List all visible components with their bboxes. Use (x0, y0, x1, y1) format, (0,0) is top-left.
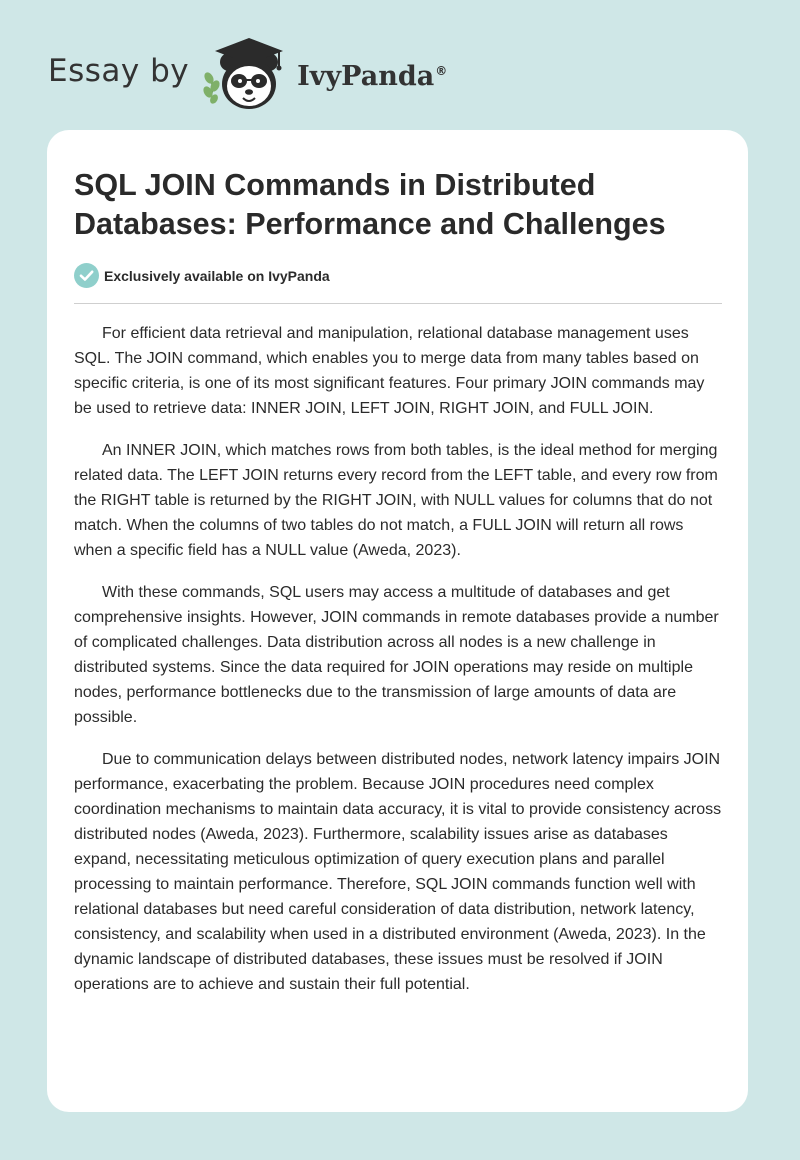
essay-by-label: Essay by (48, 53, 190, 89)
brand-name[interactable] (297, 61, 447, 92)
title-divider (74, 303, 722, 304)
panda-logo-icon[interactable] (203, 34, 295, 114)
exclusive-badge (74, 263, 330, 288)
exclusive-label: Exclusively available on IvyPanda (104, 267, 330, 284)
essay-title: SQL JOIN Commands in Distributed Databases: Performance and Challenges (74, 168, 666, 241)
registered-mark: ® (435, 63, 448, 78)
paragraph-3: With these commands, SQL users may access a multitude of databases and get comprehensive insights. However, JOIN commands in remote databases provide a number of complicated challenges. Data distribution across all nodes is a new challenge in distributed systems. Since the data required for JOIN operations may reside on multiple nodes, performance bottlenecks due to the transmission of large amounts of data are possible. (74, 584, 719, 726)
check-circle-icon (74, 263, 99, 288)
paragraph-4: Due to communication delays between distributed nodes, network latency impairs JOIN performance, exacerbating the problem. Because JOIN procedures need complex coordination mechanisms to maintain data accuracy, it is vital to provide consistency across distributed nodes (Aweda, 2023). Furthermore, scalability issues arise as databases expand, necessitating meticulous optimization of query execution plans and parallel processing to maintain performance. Therefore, SQL JOIN commands function well with relational databases but need careful consideration of data distribution, network latency, consistency, and scalability when used in a distributed environment (Aweda, 2023). In the dynamic landscape of distributed databases, these issues must be resolved if JOIN operations are to achieve and sustain their full potential. (74, 751, 722, 993)
brand-name-text: IvyPanda (297, 60, 435, 92)
essay-card (47, 130, 748, 1112)
site-header (48, 34, 447, 114)
essay-body (74, 321, 726, 1014)
paragraph-1: For efficient data retrieval and manipulation, relational database management uses SQL. The JOIN command, which enables you to merge data from many tables based on specific criteria, is one of its most significant features. Four primary JOIN commands may be used to retrieve data: INNER JOIN, LEFT JOIN, RIGHT JOIN, and FULL JOIN. (74, 325, 705, 417)
paragraph-2: An INNER JOIN, which matches rows from both tables, is the ideal method for merging related data. The LEFT JOIN returns every record from the LEFT table, and every row from the RIGHT table is returned by the RIGHT JOIN, with NULL values for columns that do not match. When the columns of two tables do not match, a FULL JOIN will return all rows when a specific field has a NULL value (Aweda, 2023). (74, 442, 718, 559)
